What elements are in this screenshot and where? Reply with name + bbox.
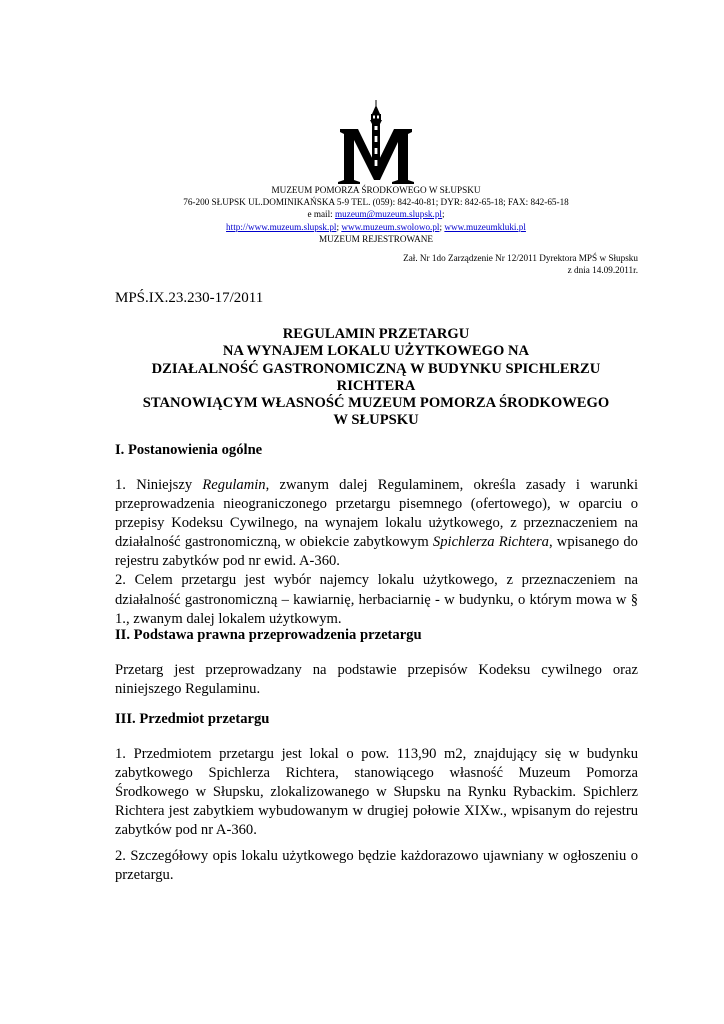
paragraph-1-2: 2. Celem przetargu jest wybór najemcy lokalu użytkowego, z przeznaczeniem na działalność gastronomiczną – kawiarnię, herbaciarnię - w budynku, o którym mowa w § 1., zwanym dalej lokalem użytkowym. xyxy=(115,572,638,627)
websites-line xyxy=(100,221,652,233)
email-line xyxy=(100,208,652,220)
letterhead xyxy=(100,184,652,245)
paragraph-1-1 xyxy=(115,476,638,571)
website-link-swolowo[interactable]: www.muzeum.swolowo.pl xyxy=(341,221,440,232)
section-heading-1: I. Postanowienia ogólne xyxy=(115,442,263,458)
institution-address: 76-200 SŁUPSK UL.DOMINIKAŃSKA 5-9 TEL. (059): 842-40-81; DYR: 842-65-18; FAX: 842-65-18 xyxy=(183,197,569,208)
section-heading-3: III. Przedmiot przetargu xyxy=(115,711,270,727)
section-1-body xyxy=(115,476,638,629)
text-run: , wpisanego do rejestru zabytków pod nr ewid. A-360. xyxy=(115,534,638,570)
website-link-kluki[interactable]: www.muzeumkluki.pl xyxy=(444,221,526,232)
paragraph-2-1: Przetarg jest przeprowadzany na podstawie przepisów Kodeksu cywilnego oraz niniejszego Regulaminu. xyxy=(115,662,638,698)
italic-text: Spichlerza Richtera xyxy=(432,534,549,551)
museum-logo xyxy=(336,100,416,186)
email-label: e mail: xyxy=(307,209,336,220)
website-link-slupsk[interactable]: http://www.muzeum.slupsk.pl xyxy=(226,221,337,232)
section-3-body xyxy=(115,745,638,840)
annex-line-2: z dnia 14.09.2011r. xyxy=(567,265,638,275)
annex-line-1: Zał. Nr 1do Zarządzenie Nr 12/2011 Dyrektora MPŚ w Słupsku xyxy=(403,253,638,263)
institution-name: MUZEUM POMORZA ŚRODKOWEGO W SŁUPSKU xyxy=(271,185,481,195)
title-line-1: REGULAMIN PRZETARGU xyxy=(282,326,470,342)
link-separator: ; xyxy=(336,221,342,232)
paragraph-3-2: 2. Szczegółowy opis lokalu użytkowego będzie każdorazowo ujawniany w ogłoszeniu o przetargu. xyxy=(115,848,638,884)
registered-museum: MUZEUM REJESTROWANE xyxy=(318,233,434,244)
email-link[interactable]: muzeum@muzeum.slupsk.pl xyxy=(335,209,442,220)
text-run: , zwanym dalej Regulaminem, określa zasady i warunki przeprowadzenia nieograniczonego przetargu pisemnego (ofertowego), w oparciu o przepisy Kodeksu Cywilnego, na wynajem lokalu użytkowego, z przeznaczeniem na działalność gastronomiczną, w obiekcie zabytkowym xyxy=(115,477,638,551)
reference-number: MPŚ.IX.23.230-17/2011 xyxy=(115,290,264,306)
title-line-4: RICHTERA xyxy=(336,377,416,394)
document-title xyxy=(100,326,652,430)
email-suffix: ; xyxy=(441,209,445,220)
title-line-2: NA WYNAJEM LOKALU UŻYTKOWEGO NA xyxy=(222,343,530,360)
section-3-body-2 xyxy=(115,847,638,885)
title-line-5: STANOWIĄCYM WŁASNOŚĆ MUZEUM POMORZA ŚRODKOWEGO xyxy=(142,395,610,412)
title-line-3: DZIAŁALNOŚĆ GASTRONOMICZNĄ W BUDYNKU SPICHLERZU xyxy=(151,360,601,377)
paragraph-3-1: 1. Przedmiotem przetargu jest lokal o pow. 113,90 m2, znajdujący się w budynku zabytkowego Spichlerza Richtera, stanowiącego własność Muzeum Pomorza Środkowego w Słupsku, zlokalizowanego w Słupsku na Rynku Rybackim. Spichlerz Richtera jest zabytkiem wybudowanym w drugiej połowie XIXw., wpisanym do rejestru zabytków pod nr A-360. xyxy=(115,746,638,839)
section-2-body xyxy=(115,661,638,699)
link-separator: ; xyxy=(439,221,445,232)
italic-text: Regulamin xyxy=(202,477,266,493)
text-run: 1. Niniejszy xyxy=(115,477,203,493)
section-heading-2: II. Podstawa prawna przeprowadzenia przetargu xyxy=(115,627,422,643)
annex-note xyxy=(238,252,638,276)
title-line-6: W SŁUPSKU xyxy=(333,412,419,429)
